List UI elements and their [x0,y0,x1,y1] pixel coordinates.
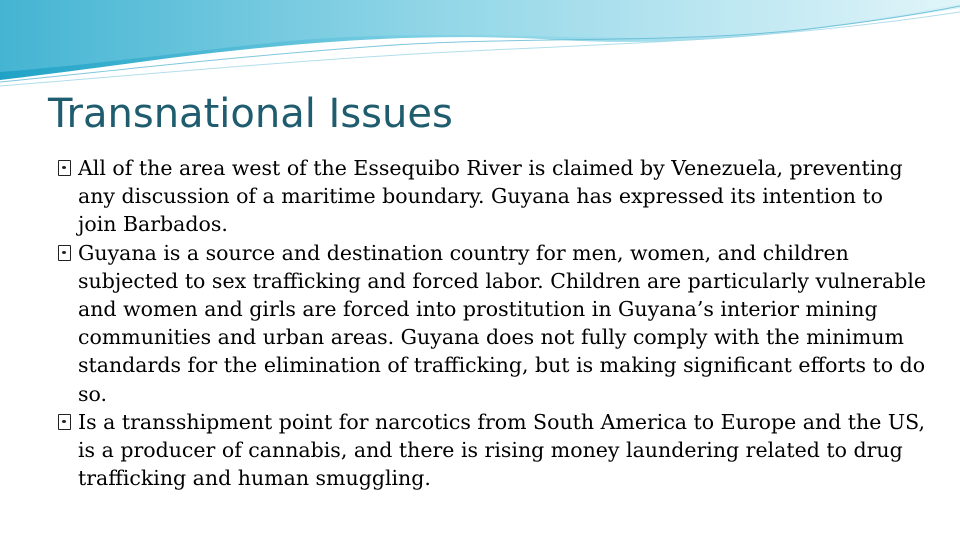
bullet-text: Guyana is a source and destination country for men, women, and children subjected to sex trafficking and forced labor. Children are particularly vulnerable and women and girls are forced into prostitution in Guyana’s interior mining communities and urban areas. Guyana does not fully comply with the minimum standards for the elimination of trafficking, but is making significant efforts to do so. [78,240,927,406]
missing-glyph-bullet-icon [58,160,71,176]
wave-header-decoration [0,0,960,90]
bullet-list [56,154,926,492]
bullet-text: Is a transshipment point for narcotics from South America to Europe and the US, is a producer of cannabis, and there is rising money laundering related to drug trafficking and human smuggling. [78,409,925,491]
missing-glyph-bullet-icon [58,414,71,430]
missing-glyph-bullet-icon [58,245,71,261]
bullet-item [56,239,926,408]
bullet-text: All of the area west of the Essequibo River is claimed by Venezuela, preventing any discussion of a maritime boundary. Guyana has expressed its intention to join Barbados. [78,156,903,237]
bullet-item [56,154,926,239]
slide-title: Transnational Issues [48,91,453,137]
bullet-item [56,408,926,493]
